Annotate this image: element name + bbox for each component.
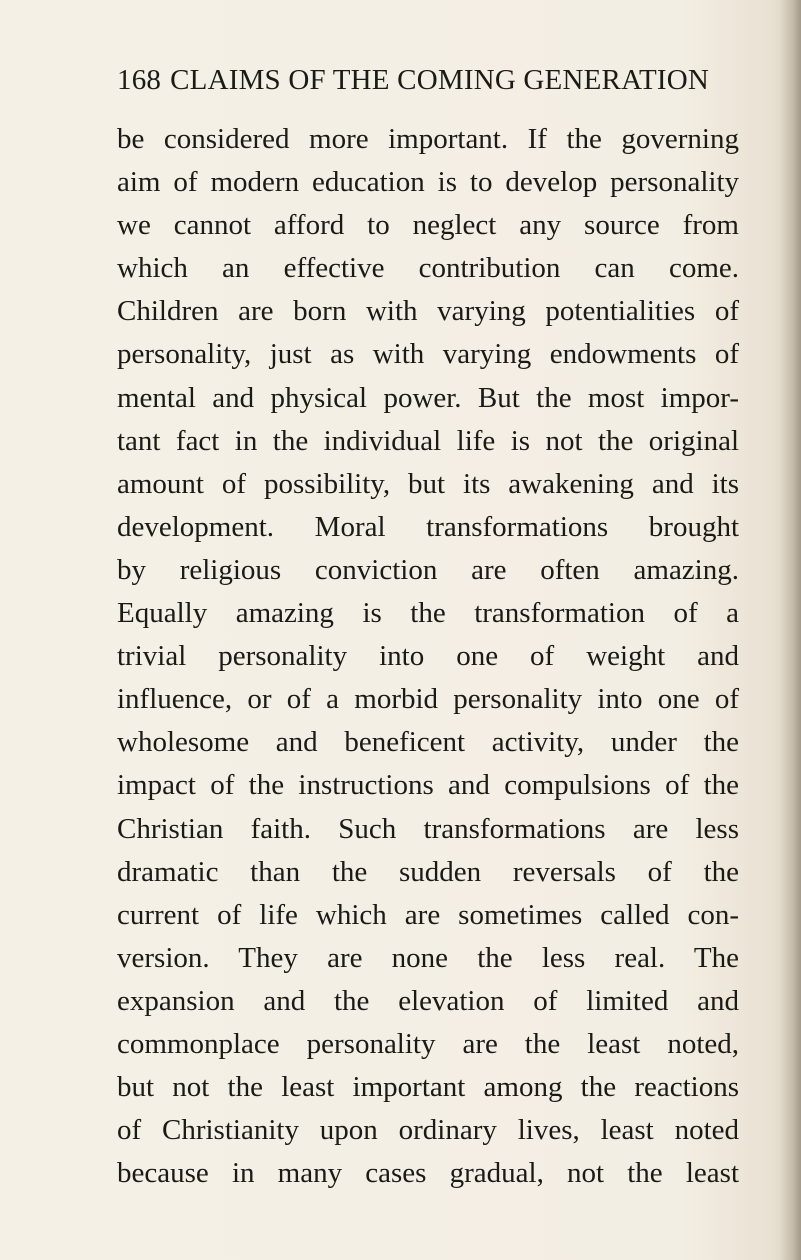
text-line: version. They are none the less real. The	[117, 941, 739, 974]
text-line: current of life which are sometimes called con-	[117, 898, 739, 931]
text-line: but not the least important among the reactions	[117, 1071, 739, 1104]
text-line: dramatic than the sudden reversals of the	[117, 855, 739, 888]
text-line: because in many cases gradual, not the least	[117, 1157, 739, 1190]
text-line: by religious conviction are often amazing.	[117, 553, 739, 586]
text-line: amount of possibility, but its awakening and its	[117, 467, 739, 500]
text-line: trivial personality into one of weight and	[117, 640, 739, 673]
text-line: personality, just as with varying endowments of	[117, 338, 739, 371]
text-line: Christian faith. Such transformations are less	[117, 812, 739, 845]
running-head	[117, 60, 737, 100]
text-line: which an effective contribution can come.	[117, 252, 739, 285]
text-line: influence, or of a morbid personality into one of	[117, 683, 739, 716]
body-text	[117, 118, 739, 1195]
text-line: Children are born with varying potentialities of	[117, 295, 739, 328]
page-edge-shadow	[779, 0, 801, 1260]
text-line: mental and physical power. But the most impor-	[117, 381, 739, 414]
text-line: be considered more important. If the governing	[117, 123, 739, 155]
text-line: we cannot afford to neglect any source from	[117, 209, 739, 242]
page-number: 168	[117, 64, 162, 96]
text-line: impact of the instructions and compulsions of the	[117, 769, 739, 802]
running-title: CLAIMS OF THE COMING GENERATION	[170, 64, 710, 96]
text-line: of Christianity upon ordinary lives, least noted	[117, 1114, 739, 1147]
text-line: expansion and the elevation of limited and	[117, 984, 739, 1017]
text-line: tant fact in the individual life is not the original	[117, 424, 739, 457]
text-line: commonplace personality are the least noted,	[117, 1027, 739, 1060]
text-line: development. Moral transformations brought	[117, 510, 739, 543]
text-line: Equally amazing is the transformation of a	[117, 597, 739, 630]
text-line: aim of modern education is to develop personality	[117, 166, 739, 199]
text-line: wholesome and beneficent activity, under the	[117, 726, 739, 759]
